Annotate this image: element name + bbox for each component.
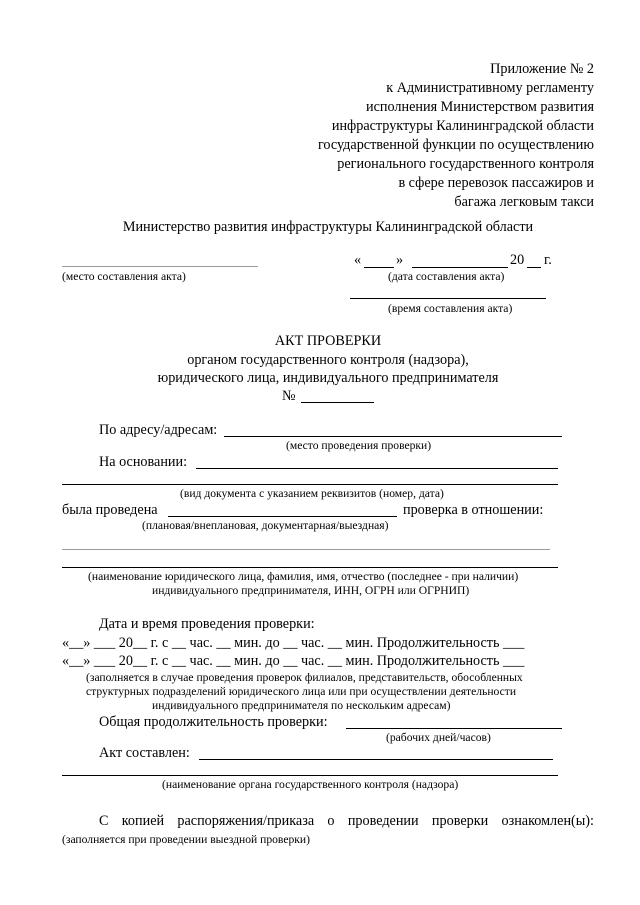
copy-word: проверки xyxy=(431,813,489,829)
compiled-field-line[interactable] xyxy=(199,759,553,760)
conducted-caption: (плановая/внеплановая, документарная/выездная) xyxy=(142,519,389,532)
datetime-note-1: (заполняется в случае проведения проверок филиалов, представительств, обособленных xyxy=(86,671,523,684)
duration-caption: (рабочих дней/часов) xyxy=(386,731,491,744)
entity-caption-1: (наименование юридического лица, фамилия, имя, отчество (последнее - при наличии) xyxy=(88,570,519,583)
datetime-note-2: структурных подразделений юридического лица или при осуществлении деятельности xyxy=(86,685,517,698)
date-year-suffix: г. xyxy=(544,252,552,268)
duration-field-line[interactable] xyxy=(346,728,562,729)
datetime-note-3: индивидуального предпринимателя по нескольким адресам) xyxy=(152,699,451,712)
date-open-quote: « xyxy=(354,252,362,268)
conducted-label: была проведена xyxy=(62,502,158,518)
copy-acknowledgement xyxy=(99,814,594,828)
copy-word: С xyxy=(99,813,109,829)
conducted-suffix: проверка в отношении: xyxy=(403,502,544,518)
entity-field-line-2[interactable] xyxy=(62,567,558,568)
date-close-quote: » xyxy=(396,252,404,268)
appendix-line: регионального государственного контроля xyxy=(337,156,594,172)
basis-caption: (вид документа с указанием реквизитов (номер, дата) xyxy=(180,487,444,500)
appendix-line: исполнения Министерством развития xyxy=(366,99,594,115)
copy-word: проведении xyxy=(347,813,419,829)
date-day-line[interactable] xyxy=(364,267,394,268)
ministry-name: Министерство развития инфраструктуры Калининградской области xyxy=(122,219,534,235)
act-number-sign: № xyxy=(282,388,296,404)
act-subtitle-2: юридического лица, индивидуального предпринимателя xyxy=(157,370,499,386)
copy-note: (заполняется при проведении выездной проверки) xyxy=(62,833,310,846)
appendix-line: инфраструктуры Калининградской области xyxy=(331,118,594,134)
appendix-line: в сфере перевозок пассажиров и xyxy=(398,175,594,191)
basis-field-line-2[interactable] xyxy=(62,484,558,485)
act-number-line[interactable] xyxy=(301,402,374,403)
compiled-caption: (наименование органа государственного контроля (надзора) xyxy=(162,778,459,791)
place-caption: (место составления акта) xyxy=(62,270,186,283)
date-month-line[interactable] xyxy=(412,267,508,268)
copy-word: распоряжения/приказа xyxy=(177,813,315,829)
compiled-field-line-2[interactable] xyxy=(62,775,558,776)
address-caption: (место проведения проверки) xyxy=(286,439,432,452)
compiled-label: Акт составлен: xyxy=(99,745,190,761)
datetime-heading: Дата и время проведения проверки: xyxy=(99,616,315,632)
act-title: АКТ ПРОВЕРКИ xyxy=(274,333,382,349)
date-year-line[interactable] xyxy=(527,267,541,268)
appendix-line: багажа легковым такси xyxy=(454,194,594,210)
datetime-row-1[interactable]: «__» ___ 20__ г. с __ час. __ мин. до __ час. __ мин. Продолжительность ___ xyxy=(62,636,525,651)
basis-field-line[interactable] xyxy=(196,468,558,469)
copy-word: о xyxy=(327,813,335,829)
act-subtitle-1: органом государственного контроля (надзора), xyxy=(187,352,469,368)
datetime-row-2[interactable]: «__» ___ 20__ г. с __ час. __ мин. до __ час. __ мин. Продолжительность ___ xyxy=(62,654,525,669)
entity-caption-2: индивидуального предпринимателя, ИНН, ОГРН или ОГРНИП) xyxy=(152,584,470,597)
appendix-line: к Административному регламенту xyxy=(386,80,594,96)
date-year-prefix: 20 xyxy=(510,252,525,268)
address-label: По адресу/адресам: xyxy=(99,422,218,438)
copy-word: ознакомлен(ы): xyxy=(501,813,594,829)
address-field-line[interactable] xyxy=(224,436,562,437)
basis-label: На основании: xyxy=(99,454,188,470)
conducted-field-line[interactable] xyxy=(168,516,397,517)
place-field-line[interactable] xyxy=(62,266,258,267)
entity-field-line-1[interactable] xyxy=(62,549,550,550)
appendix-line: Приложение № 2 xyxy=(490,61,594,77)
appendix-line: государственной функции по осуществлению xyxy=(317,137,594,153)
time-caption: (время составления акта) xyxy=(388,302,513,315)
time-field-line[interactable] xyxy=(350,298,546,299)
duration-label: Общая продолжительность проверки: xyxy=(99,714,328,730)
copy-word: копией xyxy=(121,813,165,829)
date-caption: (дата составления акта) xyxy=(388,270,505,283)
